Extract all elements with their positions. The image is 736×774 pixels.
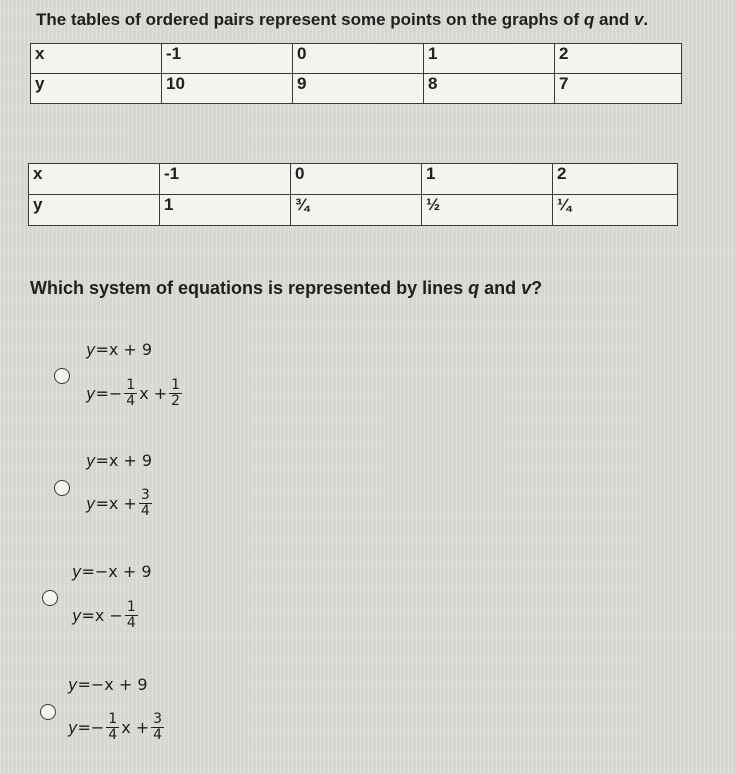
fraction: $\frac{1}{4}$ — [126, 599, 136, 631]
table-cell: 0 — [293, 44, 424, 74]
variable-v: v — [633, 10, 644, 29]
table-cell: -1 — [160, 164, 291, 195]
table-cell: ½ — [422, 195, 553, 226]
table-cell: -1 — [162, 44, 293, 74]
radio-button[interactable] — [42, 590, 58, 606]
table-cell: 1 — [424, 44, 555, 74]
equation-1: y = −x + 9 — [72, 562, 152, 581]
fraction: $\frac{3}{4}$ — [153, 711, 163, 743]
fraction: $\frac{3}{4}$ — [140, 487, 150, 519]
variable-q: q — [468, 278, 480, 298]
table-cell: ¼ — [553, 195, 678, 226]
variable-q: q — [583, 10, 595, 29]
table-cell: 1 — [160, 195, 291, 226]
table-row — [29, 195, 678, 226]
row-header-y: y — [29, 195, 160, 226]
table-cell: 7 — [555, 74, 682, 104]
table-cell: 1 — [422, 164, 553, 195]
radio-button[interactable] — [54, 368, 70, 384]
fraction: $\frac{1}{4}$ — [108, 711, 118, 743]
fraction: $\frac{1}{2}$ — [171, 377, 181, 409]
radio-button[interactable] — [40, 704, 56, 720]
equation-1: y = x + 9 — [86, 340, 153, 359]
equation-1: y = −x + 9 — [68, 675, 148, 694]
table-q — [30, 43, 682, 104]
question-text: Which system of equations is represented by lines q and v? — [30, 278, 543, 298]
table-v — [28, 163, 678, 226]
table-cell: 2 — [555, 44, 682, 74]
radio-button[interactable] — [54, 480, 70, 496]
table-cell: 0 — [291, 164, 422, 195]
table-cell: 2 — [553, 164, 678, 195]
row-header-x: x — [29, 164, 160, 195]
equation-1: y = x + 9 — [86, 451, 153, 470]
variable-v: v — [521, 278, 532, 298]
table-cell: ¾ — [291, 195, 422, 226]
table-row — [31, 74, 682, 104]
table-cell: 9 — [293, 74, 424, 104]
equation-2: y = x + $\frac{3}{4}$ — [86, 487, 150, 519]
equation-2: y = − $\frac{1}{4}$ x + $\frac{1}{2}$ — [86, 377, 181, 409]
table-row — [31, 44, 682, 74]
fraction: $\frac{1}{4}$ — [126, 377, 136, 409]
row-header-y: y — [31, 74, 162, 104]
equation-2: y = x − $\frac{1}{4}$ — [72, 599, 136, 631]
table-cell: 8 — [424, 74, 555, 104]
table-row — [29, 164, 678, 195]
row-header-x: x — [31, 44, 162, 74]
equation-2: y = − $\frac{1}{4}$ x + $\frac{3}{4}$ — [68, 711, 163, 743]
table-cell: 10 — [162, 74, 293, 104]
prompt-text: The tables of ordered pairs represent some points on the graphs of q and v. — [36, 10, 649, 29]
